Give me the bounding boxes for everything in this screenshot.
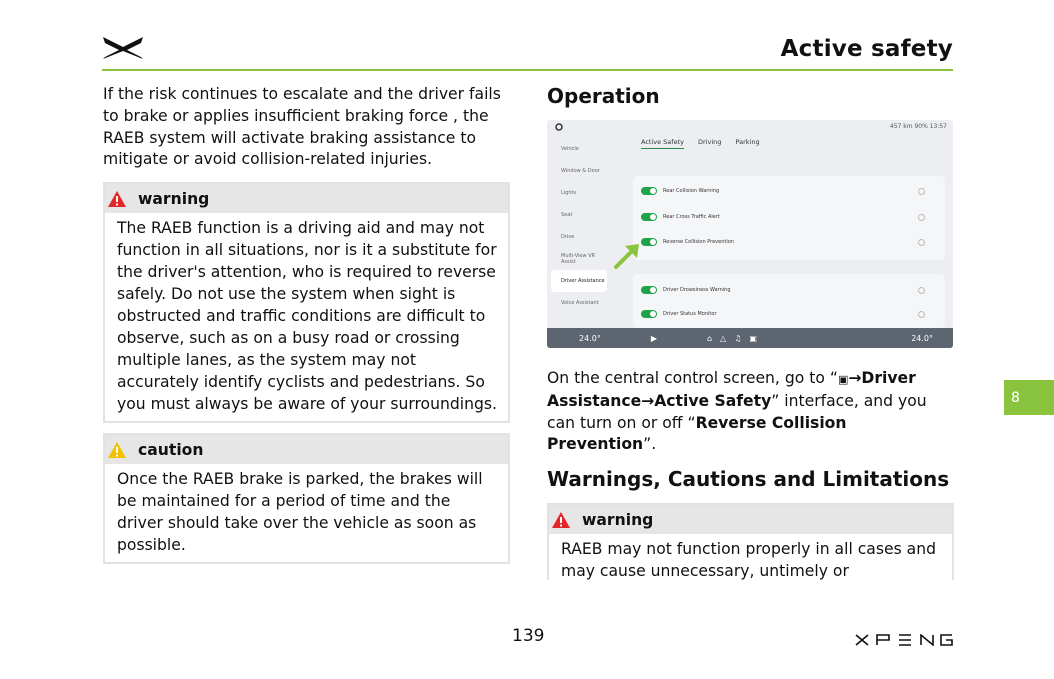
right-column: [547, 84, 954, 580]
temp-left: 24.0°: [579, 333, 601, 343]
caution-triangle-icon: [107, 441, 127, 459]
xpeng-logo-icon: [102, 34, 144, 60]
screen-row-label: Driver Status Monitor: [663, 311, 717, 317]
warning-triangle-icon: [551, 511, 571, 529]
screen-tab: Active Safety: [641, 138, 684, 149]
warning-triangle-icon: [107, 190, 127, 208]
operation-paragraph: [547, 368, 954, 456]
op-bold-path: →Driver Assistance→Active Safety: [547, 369, 916, 410]
pointer-arrow-icon: [613, 240, 643, 270]
caution-box: [103, 433, 510, 564]
xpeng-wordmark-icon: [855, 634, 953, 646]
screen-sidebar: [551, 138, 607, 314]
info-icon: [918, 214, 925, 221]
warning-header: [105, 184, 508, 213]
toggle-on-icon: [641, 187, 657, 195]
warning-box: [103, 182, 510, 423]
screen-toggle-row: [641, 210, 925, 224]
op-bold-feature: Reverse Collision Prevention: [547, 413, 847, 454]
screen-sidebar-item: Window & Door: [561, 168, 600, 174]
toggle-on-icon: [641, 238, 657, 246]
control-screen-image: [547, 120, 953, 348]
op-text-2: ” interface, and you can turn on or off “: [547, 391, 927, 432]
warnings-title: Warnings, Cautions and Limitations: [547, 467, 950, 492]
screen-tab: Driving: [698, 138, 722, 146]
intro-paragraph: If the risk continues to escalate and the driver fails to brake or applies insufficient braking force , the RAEB system will activate braking assistance to mitigate or avoid collision-related injuries.: [103, 85, 501, 169]
warning-label: warning: [582, 510, 654, 529]
info-icon: [918, 188, 925, 195]
page-number: 139: [512, 626, 545, 646]
toggle-on-icon: [641, 213, 657, 221]
screen-sidebar-item: Lights: [561, 190, 577, 196]
screen-sidebar-item: Vehicle: [561, 146, 579, 152]
screen-toggle-row: [641, 283, 925, 297]
warning-label: warning: [138, 189, 210, 208]
screen-sidebar-item: Drive: [561, 234, 575, 240]
play-icon: ▶: [650, 333, 657, 343]
screen-dock: [547, 328, 953, 348]
op-text-1: On the central control screen, go to “: [547, 369, 838, 387]
screen-row-label: Rear Collision Warning: [663, 188, 720, 194]
car-icon: ▣: [837, 373, 849, 386]
caution-header: [105, 435, 508, 464]
header-divider: [102, 69, 953, 71]
screen-row-label: Rear Cross Traffic Alert: [663, 214, 720, 220]
caution-label: caution: [138, 440, 204, 459]
temp-right: 24.0°: [911, 333, 933, 343]
screen-row-label: Driver Drowsiness Warning: [663, 287, 731, 293]
info-icon: [918, 239, 925, 246]
home-icon: [555, 123, 563, 131]
screen-status-text: 457 km 90% 13:57: [889, 123, 947, 130]
screen-sidebar-item: Voice Assistant: [561, 300, 599, 306]
screen-sidebar-item: Seat: [561, 212, 573, 218]
screen-toggle-row: [641, 184, 925, 198]
screen-tabs: [641, 138, 772, 146]
screen-status-bar: [547, 120, 953, 134]
warning-box: [547, 503, 954, 580]
screen-sidebar-item: Multi-View VR Assist: [561, 253, 596, 265]
screen-row-label: Reverse Collision Prevention: [663, 239, 734, 245]
info-icon: [918, 311, 925, 318]
page-title: Active safety: [780, 36, 953, 62]
toggle-on-icon: [641, 310, 657, 318]
info-icon: [918, 287, 925, 294]
operation-title: Operation: [547, 84, 660, 108]
dock-icons: ⌂△♫▣: [706, 333, 765, 343]
screen-tab: Parking: [735, 138, 760, 146]
screen-sidebar-item-active: Driver Assistance: [551, 270, 607, 292]
warning-text: The RAEB function is a driving aid and may not function in all situations, nor is it a substitute for the driver's attention, who is required to reverse safely. Do not use the system when sight is obstructed and traffic conditions are difficult to observe, such as on a busy road or crossing multiple lanes, as the system may not accurately identify cyclists and pedestrians. So you must always be aware of your surroundings.: [117, 219, 497, 414]
left-column: [103, 84, 510, 574]
chapter-tab: 8: [1004, 380, 1054, 415]
toggle-on-icon: [641, 286, 657, 294]
op-text-3: ”.: [643, 435, 657, 454]
screen-toggle-row: [641, 235, 925, 249]
screen-toggle-row: [641, 307, 925, 321]
warning-text: RAEB may not function properly in all cases and may cause unnecessary, untimely or: [561, 540, 937, 581]
caution-text: Once the RAEB brake is parked, the brakes will be maintained for a period of time and the driver should take over the vehicle as soon as possible.: [117, 470, 483, 555]
warning-header: [549, 505, 952, 534]
